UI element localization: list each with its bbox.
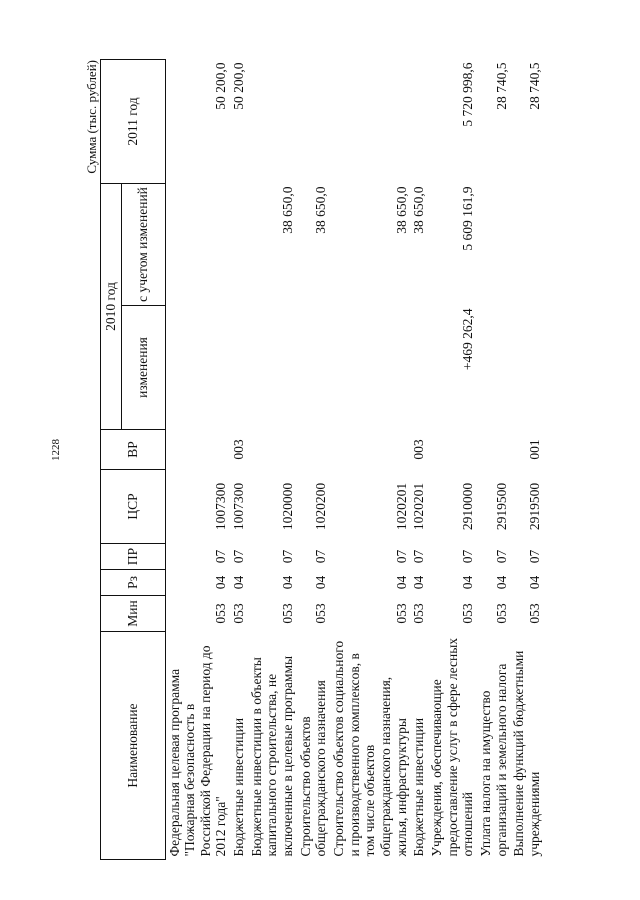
- row-2011: [248, 60, 297, 184]
- header-year-2011: 2011 год: [101, 60, 166, 184]
- row-min: 053: [411, 603, 427, 624]
- row-pr: 07: [213, 549, 229, 564]
- row-2011: [297, 60, 330, 184]
- row-min: 053: [526, 603, 542, 624]
- row-min: 053: [280, 603, 296, 624]
- header-vr: ВР: [101, 430, 166, 470]
- row-csr: 1007300: [213, 482, 229, 531]
- row-vr: [248, 430, 297, 470]
- table-row: [428, 60, 477, 860]
- budget-table-page: [84, 60, 610, 860]
- table-header: [101, 60, 166, 860]
- row-vr: 003: [231, 439, 247, 460]
- header-changes: изменения: [121, 306, 165, 430]
- row-csr: 2910000: [460, 482, 476, 531]
- header-pr: ПР: [101, 544, 166, 570]
- row-vr: [330, 430, 410, 470]
- row-name: Учреждения, обеспечивающие предоставление услуг в сфере лесных отношений: [429, 637, 476, 857]
- units-caption: Сумма (тыс. рублей): [84, 60, 99, 174]
- row-pr: 07: [313, 549, 329, 564]
- row-2011: 28 740,5: [493, 62, 509, 110]
- row-vr: 001: [526, 439, 542, 460]
- row-with-changes: [477, 184, 510, 306]
- row-csr: 2919500: [526, 482, 542, 531]
- row-changes: [297, 306, 330, 430]
- row-changes: [165, 306, 230, 430]
- row-min: 053: [213, 603, 229, 624]
- row-rz: 04: [231, 575, 247, 590]
- row-vr: 003: [411, 439, 427, 460]
- header-rz: Рз: [101, 570, 166, 596]
- row-csr: 1007300: [231, 482, 247, 531]
- row-min: 053: [493, 603, 509, 624]
- row-pr: 07: [411, 549, 427, 564]
- table-row: [410, 60, 428, 860]
- row-changes: [410, 306, 428, 430]
- row-min: 053: [460, 603, 476, 624]
- row-name: Строительство объектов социального и производственного комплексов, в том числе объектов общегражданского назначения, жилья, инфраструктуры: [331, 640, 409, 857]
- row-rz: 04: [526, 575, 542, 590]
- table-row: [230, 60, 248, 860]
- budget-table: [100, 59, 544, 860]
- row-rz: 04: [213, 575, 229, 590]
- row-changes: [477, 306, 510, 430]
- row-csr: 1020201: [411, 482, 427, 531]
- row-min: 053: [313, 603, 329, 624]
- row-changes: +469 262,4: [460, 308, 476, 371]
- row-with-changes: [165, 184, 230, 306]
- table-row: [165, 60, 230, 860]
- row-with-changes: 38 650,0: [411, 186, 427, 234]
- row-with-changes: 38 650,0: [313, 186, 329, 234]
- row-name: Федеральная целевая программа "Пожарная безопасность в Российской Федерации на период до 2012 года": [166, 645, 229, 857]
- row-csr: 1020201: [393, 482, 409, 531]
- row-rz: 04: [313, 575, 329, 590]
- row-changes: [510, 306, 543, 430]
- header-min: Мин: [101, 596, 166, 632]
- row-pr: 07: [280, 549, 296, 564]
- row-changes: [330, 306, 410, 430]
- row-min: 053: [231, 603, 247, 624]
- row-2011: [410, 60, 428, 184]
- row-pr: 07: [393, 549, 409, 564]
- row-pr: 07: [460, 549, 476, 564]
- table-row: [510, 60, 543, 860]
- row-vr: [428, 430, 477, 470]
- page-number: 1228: [50, 439, 62, 461]
- row-rz: 04: [460, 575, 476, 590]
- row-rz: 04: [393, 575, 409, 590]
- row-name: Бюджетные инвестиции: [411, 717, 427, 857]
- row-min: 053: [393, 603, 409, 624]
- row-name: Уплата налога на имущество организаций и земельного налога: [477, 663, 509, 857]
- row-vr: [477, 430, 510, 470]
- table-row: [477, 60, 510, 860]
- table-row: [248, 60, 297, 860]
- row-with-changes: 5 609 161,9: [460, 186, 476, 251]
- row-rz: 04: [280, 575, 296, 590]
- row-name: Выполнение функций бюджетными учреждениями: [511, 650, 542, 857]
- row-vr: [165, 430, 230, 470]
- table-row: [330, 60, 410, 860]
- row-2011: [330, 60, 410, 184]
- row-vr: [297, 430, 330, 470]
- header-csr: ЦСР: [101, 470, 166, 544]
- row-csr: 1020200: [313, 482, 329, 531]
- row-2011: 50 200,0: [231, 62, 247, 110]
- row-pr: 07: [231, 549, 247, 564]
- header-year-2010: 2010 год: [101, 184, 122, 430]
- row-pr: 07: [526, 549, 542, 564]
- row-csr: 1020000: [280, 482, 296, 531]
- row-2011: 5 720 998,6: [460, 62, 476, 127]
- row-csr: 2919500: [493, 482, 509, 531]
- row-pr: 07: [493, 549, 509, 564]
- row-name: Бюджетные инвестиции в объекты капитального строительства, не включенные в целевые программы: [248, 655, 296, 857]
- row-with-changes: [510, 184, 543, 306]
- table-row: [297, 60, 330, 860]
- table-body: [165, 60, 544, 860]
- row-with-changes: 38 650,0: [393, 186, 409, 234]
- row-name: Бюджетные инвестиции: [231, 717, 247, 857]
- row-2011: 50 200,0: [213, 62, 229, 110]
- row-changes: [248, 306, 297, 430]
- header-with-changes: с учетом изменений: [121, 184, 165, 306]
- row-with-changes: [230, 184, 248, 306]
- row-2011: 28 740,5: [526, 62, 542, 110]
- row-rz: 04: [411, 575, 427, 590]
- row-rz: 04: [493, 575, 509, 590]
- row-changes: [230, 306, 248, 430]
- row-name: Строительство объектов общегражданского назначения: [297, 680, 329, 857]
- row-with-changes: 38 650,0: [280, 186, 296, 234]
- header-name: Наименование: [101, 632, 166, 860]
